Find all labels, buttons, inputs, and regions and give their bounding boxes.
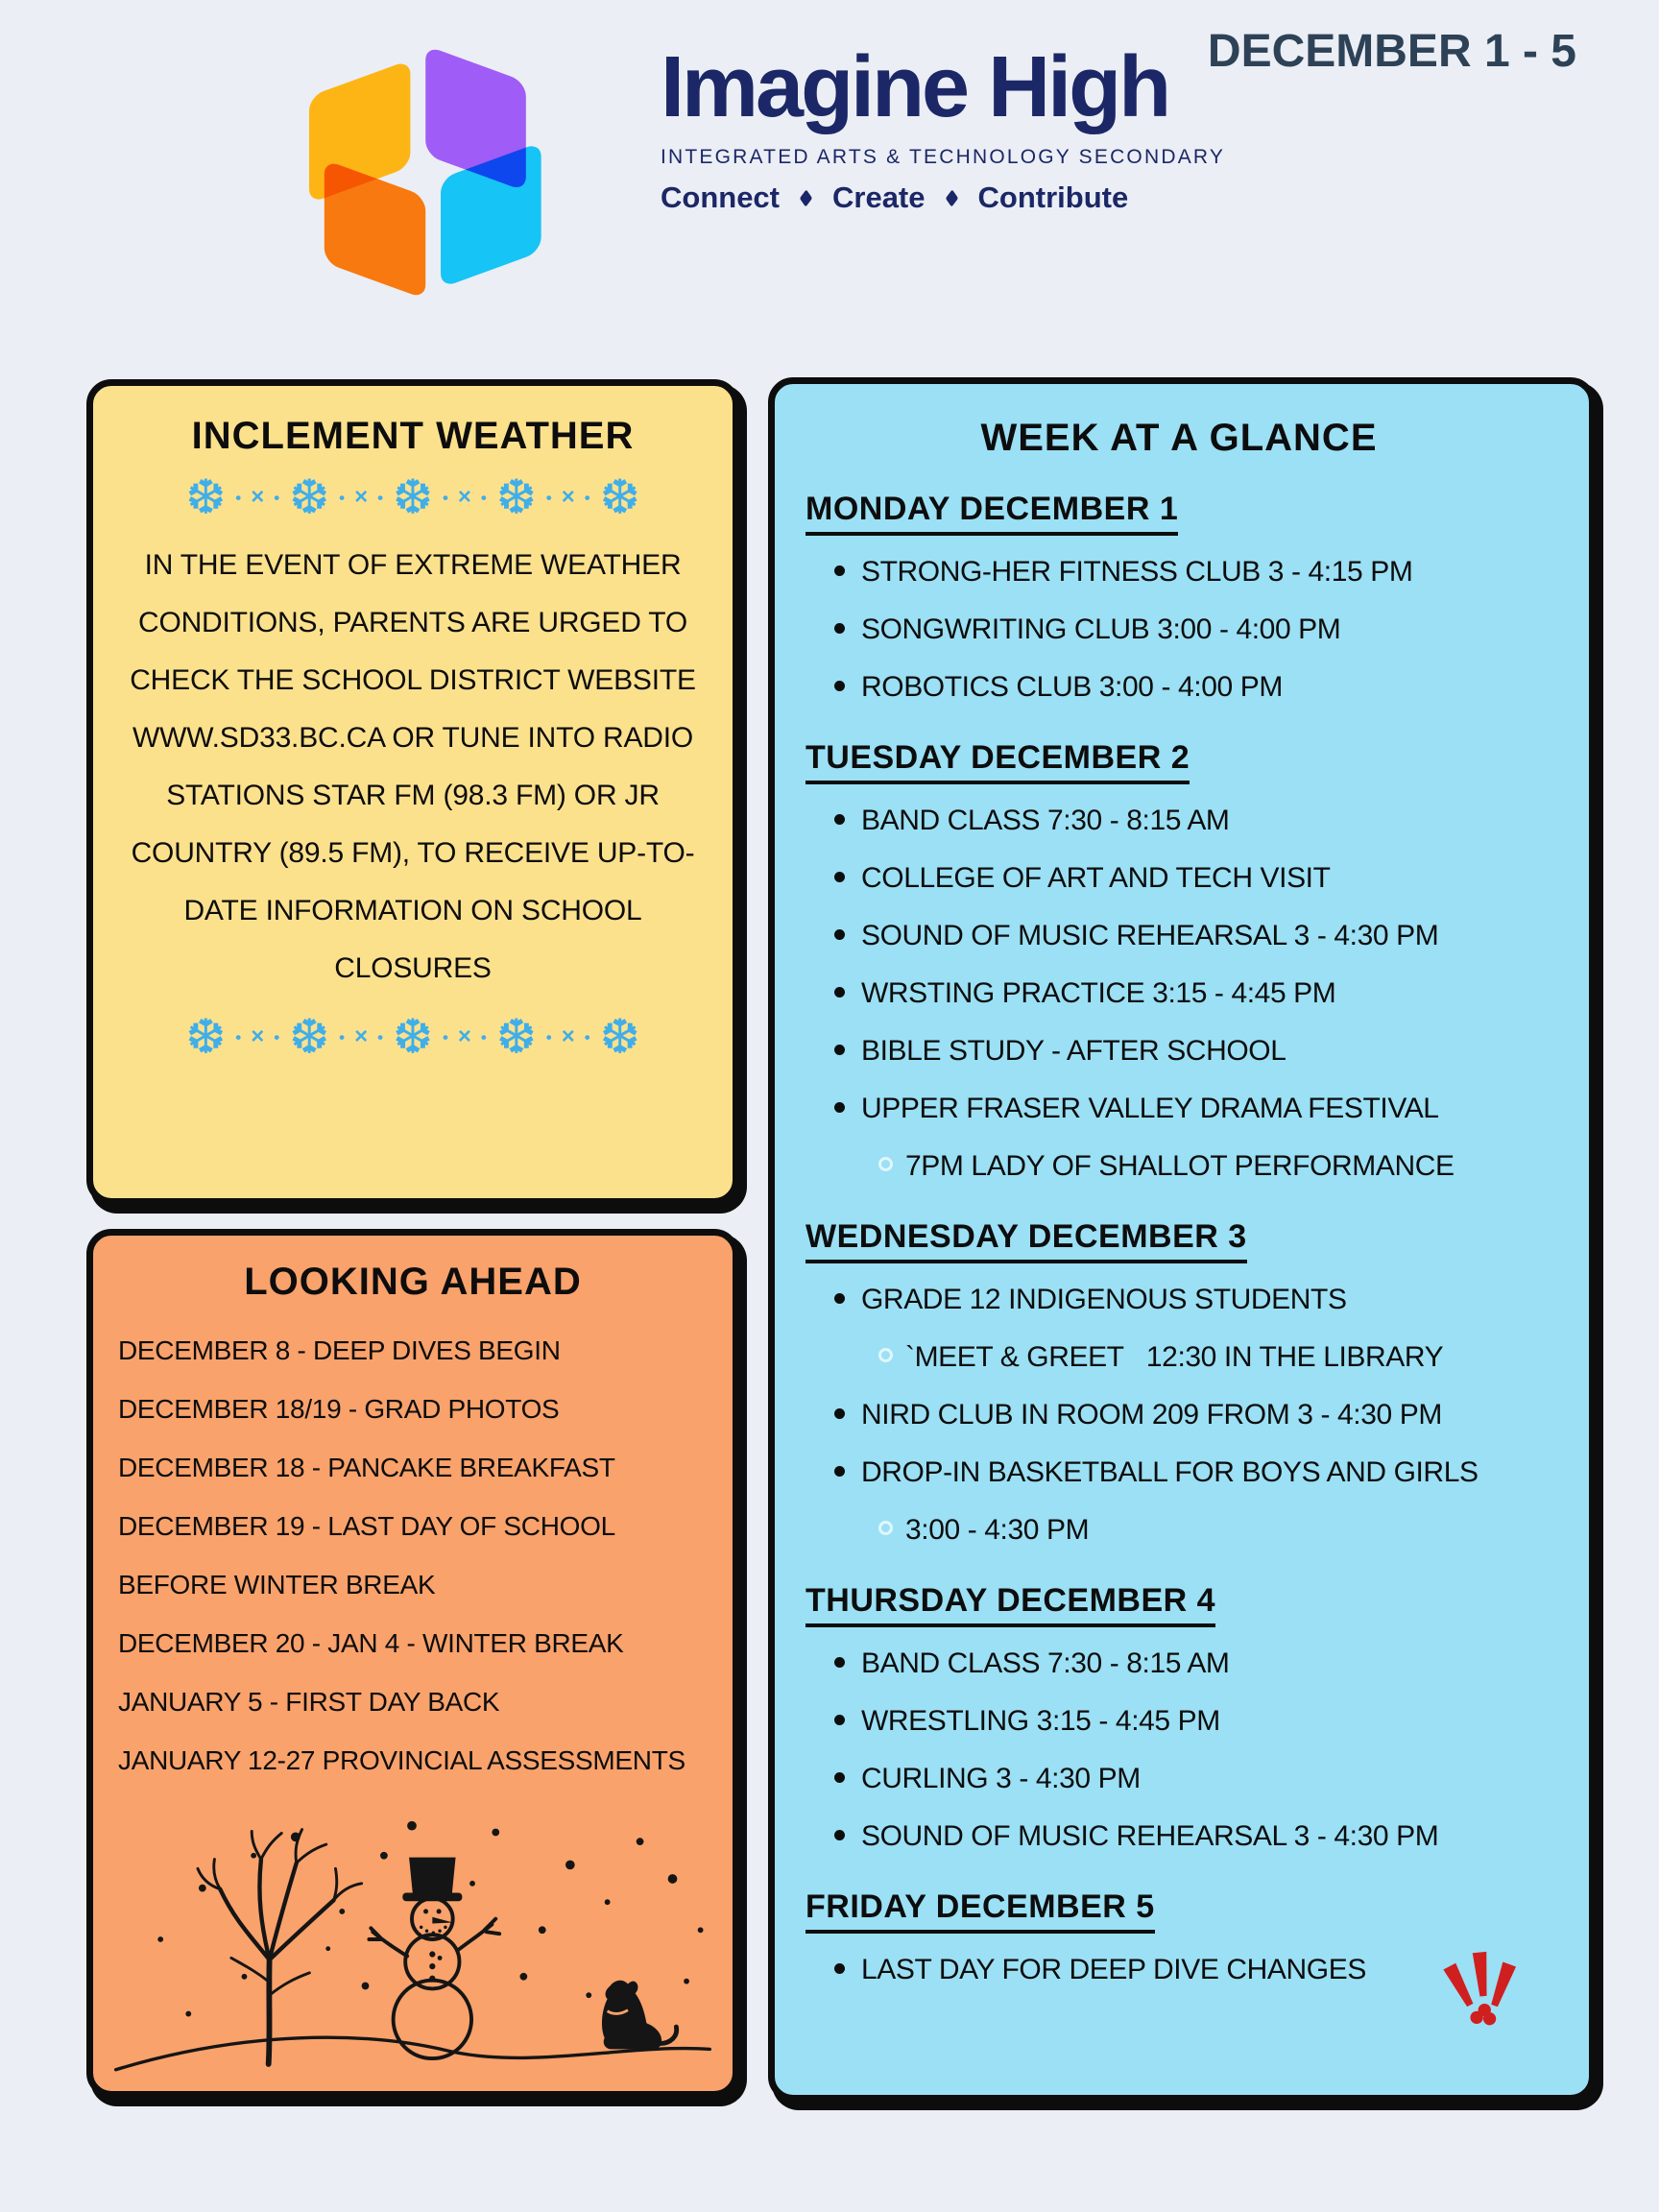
snowman-illustration [369,1858,499,2058]
bullet-dot-icon [834,565,845,576]
event-text: STRONG-HER FITNESS CLUB 3 - 4:15 PM [861,556,1413,589]
looking-ahead-title: LOOKING AHEAD [244,1261,582,1303]
alert-exclamation-icon [1430,1932,1529,2045]
snow-x-icon: × [354,484,369,510]
dog-illustration [602,1981,677,2050]
school-name: Imagine High [661,39,1169,135]
school-subtitle: INTEGRATED ARTS & TECHNOLOGY SECONDARY [661,146,1226,168]
brand-block [661,39,1226,215]
snowflake-icon: ❆ [289,469,330,525]
day-section [792,1582,1566,1858]
event-sub-item [878,1335,1566,1379]
bullet-dot-icon [834,1830,845,1840]
event-item [834,972,1566,1015]
snowflake-row [116,469,709,525]
snow-dot-icon: • [545,488,552,507]
event-text: WRESTLING 3:15 - 4:45 PM [861,1705,1220,1738]
event-item [834,914,1566,957]
snow-dot-icon: • [235,1027,242,1046]
date-range: DECEMBER 1 - 5 [1207,26,1576,77]
bullet-dot-icon [834,987,845,998]
event-text: SOUND OF MUSIC REHEARSAL 3 - 4:30 PM [861,1820,1439,1853]
event-list [834,550,1566,709]
snowflake-icon: ❆ [495,469,537,525]
tree-illustration [198,1830,362,2064]
snowflake-icon: ❆ [185,469,227,525]
snow-x-icon: × [354,1023,369,1049]
event-text: DROP-IN BASKETBALL FOR BOYS AND GIRLS [861,1456,1479,1489]
snow-dot-icon: • [584,488,590,507]
week-at-a-glance-title: WEEK AT A GLANCE [980,417,1378,459]
day-sections [792,491,1566,1991]
snow-dot-icon: • [274,1027,280,1046]
bullet-dot-icon [834,681,845,691]
snow-dot-icon: • [235,488,242,507]
looking-ahead-line: DECEMBER 18 - PANCAKE BREAKFAST [118,1453,615,1483]
snow-x-icon: × [561,484,575,510]
snowflake-icon: ❆ [599,1009,640,1065]
day-heading: TUESDAY DECEMBER 2 [805,739,1190,784]
inclement-weather-title: INCLEMENT WEATHER [191,415,635,457]
snow-dot-icon: • [480,1027,487,1046]
event-list [834,799,1566,1188]
bullet-dot-icon [834,1293,845,1304]
event-item [834,1029,1566,1072]
snow-x-icon: × [457,1023,471,1049]
event-item [834,856,1566,900]
bullet-dot-icon [834,1408,845,1419]
snow-dot-icon: • [545,1027,552,1046]
event-text: CURLING 3 - 4:30 PM [861,1763,1141,1795]
bullet-dot-icon [834,929,845,940]
school-logo-icon [288,12,566,328]
snow-dot-icon: • [584,1027,590,1046]
snow-dot-icon: • [442,1027,448,1046]
looking-ahead-line: DECEMBER 18/19 - GRAD PHOTOS [118,1394,560,1425]
snow-x-icon: × [561,1023,575,1049]
event-text: SONGWRITING CLUB 3:00 - 4:00 PM [861,613,1341,646]
diamond-separator-icon [800,189,812,206]
snowflake-icon: ❆ [393,1009,433,1065]
day-section [792,1218,1566,1551]
event-text: SOUND OF MUSIC REHEARSAL 3 - 4:30 PM [861,920,1439,952]
looking-ahead-list [93,1304,733,1790]
event-text: BAND CLASS 7:30 - 8:15 AM [861,1647,1230,1680]
event-item [834,1451,1566,1494]
event-item [834,799,1566,842]
looking-ahead-card [86,1229,739,2098]
winter-scene-illustration [105,1795,719,2083]
bullet-dot-icon [834,1772,845,1783]
snow-dot-icon: • [377,1027,384,1046]
inclement-weather-text: IN THE EVENT OF EXTREME WEATHER CONDITIONS, PARENTS ARE URGED TO CHECK THE SCHOOL DISTRICT WEBSITE WWW.SD33.BC.CA OR TUNE INTO RADIO STATIONS STAR FM (98.3 FM) OR JR COUNTRY (89.5 FM), TO RECEIVE UP-TO-DATE INFORMATION ON SCHOOL CLOSURES [130,549,696,984]
snow-dot-icon: • [274,488,280,507]
snow-x-icon: × [251,1023,265,1049]
event-item [834,1642,1566,1685]
bullet-dot-icon [834,1102,845,1113]
day-section [792,739,1566,1188]
day-heading: FRIDAY DECEMBER 5 [805,1888,1155,1934]
event-list [834,1642,1566,1858]
day-section [792,491,1566,709]
bullet-dot-icon [834,1045,845,1055]
snow-dot-icon: • [480,488,487,507]
looking-ahead-line: DECEMBER 8 - DEEP DIVES BEGIN [118,1335,561,1365]
week-at-a-glance-card [768,377,1596,2102]
event-text: LAST DAY FOR DEEP DIVE CHANGES [861,1954,1366,1986]
sub-bullet-ring-icon [878,1348,893,1362]
school-tagline [661,180,1225,215]
event-sub-item [878,1508,1566,1551]
snow-dot-icon: • [442,488,448,507]
snowflake-icon: ❆ [495,1009,537,1065]
snow-dot-icon: • [377,488,384,507]
event-item [834,608,1566,651]
event-item [834,1815,1566,1858]
bullet-dot-icon [834,1466,845,1477]
looking-ahead-line: DECEMBER 20 - JAN 4 - WINTER BREAK [118,1628,624,1659]
diamond-separator-icon [945,189,957,206]
tagline-word: Connect [661,180,780,214]
snowflake-row [116,1009,709,1065]
snow-x-icon: × [457,484,471,510]
tagline-word: Create [832,180,926,214]
looking-ahead-line: JANUARY 12-27 PROVINCIAL ASSESSMENTS [118,1745,685,1776]
looking-ahead-line: JANUARY 5 - FIRST DAY BACK [118,1687,500,1718]
event-item [834,1278,1566,1321]
event-item [834,665,1566,709]
snow-dot-icon: • [339,1027,346,1046]
event-text: 7PM LADY OF SHALLOT PERFORMANCE [905,1150,1455,1183]
snowflake-icon: ❆ [185,1009,227,1065]
sub-bullet-ring-icon [878,1521,893,1535]
snow-dot-icon: • [339,488,346,507]
event-text: `MEET & GREET 12:30 IN THE LIBRARY [905,1341,1444,1374]
event-text: ROBOTICS CLUB 3:00 - 4:00 PM [861,671,1283,704]
event-text: UPPER FRASER VALLEY DRAMA FESTIVAL [861,1093,1439,1125]
event-sub-item [878,1144,1566,1188]
event-item [834,1757,1566,1800]
bullet-dot-icon [834,872,845,882]
bullet-dot-icon [834,623,845,634]
day-heading: MONDAY DECEMBER 1 [805,491,1178,536]
event-text: COLLEGE OF ART AND TECH VISIT [861,862,1331,895]
event-text: GRADE 12 INDIGENOUS STUDENTS [861,1284,1347,1316]
event-text: BIBLE STUDY - AFTER SCHOOL [861,1035,1286,1068]
event-text: BAND CLASS 7:30 - 8:15 AM [861,805,1230,837]
bullet-dot-icon [834,1715,845,1725]
day-heading: WEDNESDAY DECEMBER 3 [805,1218,1247,1263]
day-heading: THURSDAY DECEMBER 4 [805,1582,1215,1627]
snowflake-icon: ❆ [289,1009,330,1065]
event-text: NIRD CLUB IN ROOM 209 FROM 3 - 4:30 PM [861,1399,1442,1431]
event-list [834,1278,1566,1551]
tagline-word: Contribute [977,180,1129,214]
snowflake-icon: ❆ [599,469,640,525]
inclement-weather-card [86,379,739,1205]
event-text: 3:00 - 4:30 PM [905,1514,1090,1547]
looking-ahead-line: DECEMBER 19 - LAST DAY OF SCHOOL [118,1511,615,1542]
event-text: WRSTING PRACTICE 3:15 - 4:45 PM [861,977,1336,1010]
looking-ahead-line: BEFORE WINTER BREAK [118,1570,436,1600]
event-item [834,550,1566,593]
snowflake-icon: ❆ [393,469,433,525]
sub-bullet-ring-icon [878,1157,893,1171]
bullet-dot-icon [834,1657,845,1668]
event-item [834,1699,1566,1743]
event-item [834,1393,1566,1436]
bullet-dot-icon [834,814,845,825]
snow-x-icon: × [251,484,265,510]
bullet-dot-icon [834,1963,845,1974]
event-item [834,1087,1566,1130]
